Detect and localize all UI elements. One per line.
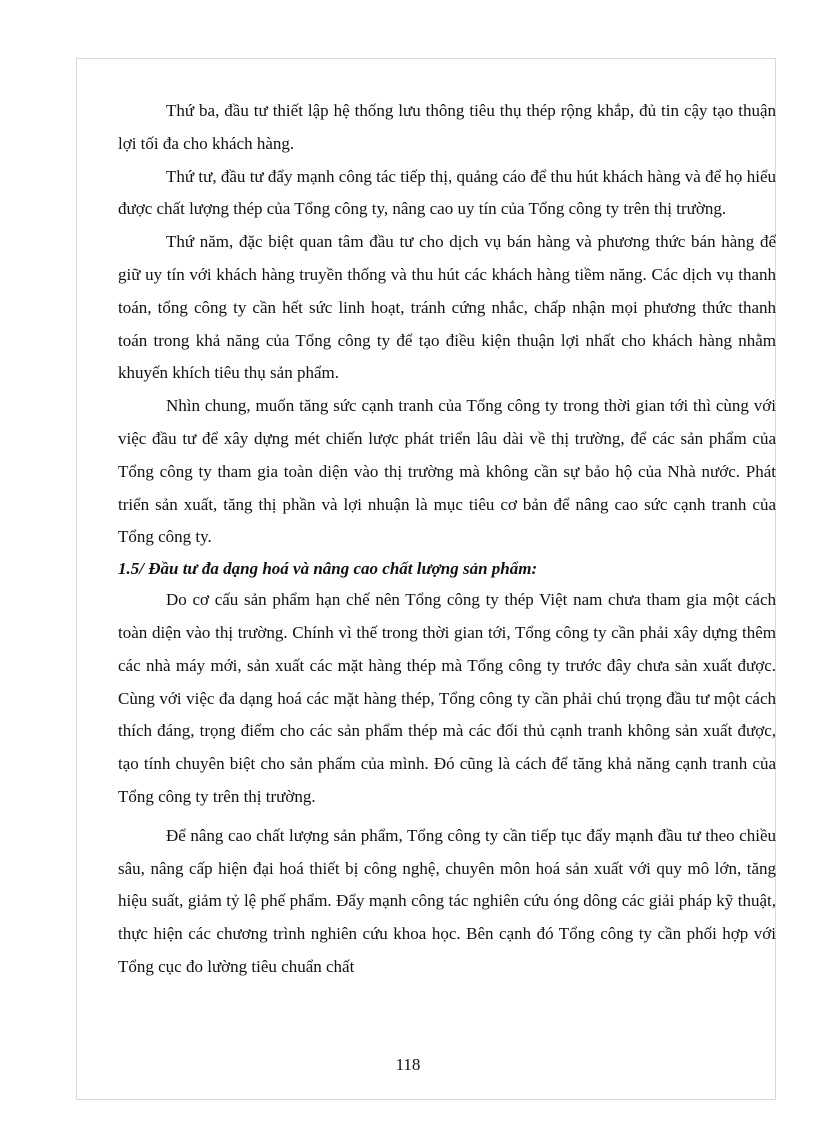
paragraph-thu-tu: Thứ tư, đầu tư đẩy mạnh công tác tiếp thị, quảng cáo để thu hút khách hàng và để họ hiểu được chất lượng thép của Tổng công ty, nâng cao uy tín của Tổng công ty trên thị trường. (118, 166, 776, 219)
paragraph-thu-ba: Thứ ba, đầu tư thiết lập hệ thống lưu thông tiêu thụ thép rộng khắp, đủ tin cậy tạo thuận lợi tối đa cho khách hàng. (118, 101, 776, 153)
page-number: 118 (395, 1055, 421, 1074)
paragraph-thu-nam: Thứ năm, đặc biệt quan tâm đầu tư cho dịch vụ bán hàng và phương thức bán hàng để giữ uy tín với khách hàng truyền thống và thu hút các khách hàng tiềm năng. Các dịch vụ thanh toán, tổng công ty cần hết sức linh hoạt, tránh cứng nhắc, chấp nhận mọi phương thức thanh toán trong khả năng của Tổng công ty để tạo điều kiện thuận lợi nhất cho khách hàng nhằm khuyến khích tiêu thụ sản phẩm. (118, 232, 776, 383)
paragraph-chat-luong-san-pham: Để nâng cao chất lượng sản phẩm, Tổng công ty cần tiếp tục đẩy mạnh đầu tư theo chiều sâu, nâng cấp hiện đại hoá thiết bị công nghệ, chuyên môn hoá sản xuất với quy mô lớn, tăng hiệu suất, giảm tỷ lệ phế phẩm. Đẩy mạnh công tác nghiên cứu óng dông các giải pháp kỹ thuật, thực hiện các chương trình nghiên cứu khoa học. Bên cạnh đó Tổng công ty cần phối hợp với Tổng cục đo lường tiêu chuẩn chất (118, 825, 776, 976)
paragraph-co-cau-san-pham: Do cơ cấu sản phẩm hạn chế nên Tổng công ty thép Việt nam chưa tham gia một cách toàn diện vào thị trường. Chính vì thế trong thời gian tới, Tổng công ty cần phải xây dựng thêm các nhà máy mới, sản xuất các mặt hàng thép mà Tổng công ty trước đây chưa sản xuất được. Cùng với việc đa dạng hoá các mặt hàng thép, Tổng công ty cần phải chú trọng đầu tư một cách thích đáng, trọng điểm cho các sản phẩm thép mà các đối thủ cạnh tranh không sản xuất được, tạo tính chuyên biệt cho sản phẩm của mình. Đó cũng là cách để tăng khả năng cạnh tranh của Tổng công ty trên thị trường. (118, 590, 776, 806)
paragraph-nhin-chung: Nhìn chung, muốn tăng sức cạnh tranh của Tổng công ty trong thời gian tới thì cùng với việc đầu tư để xây dựng mét chiến lược phát triển lâu dài về thị trường, để các sản phẩm của Tổng công ty tham gia toàn diện vào thị trường mà không cần sự bảo hộ của Nhà nước. Phát triển sản xuất, tăng thị phần và lợi nhuận là mục tiêu cơ bản để nâng cao sức cạnh tranh của Tổng công ty. (118, 396, 776, 547)
section-heading: 1.5/ Đầu tư đa dạng hoá và nâng cao chất lượng sản phẩm: (118, 559, 538, 579)
document-body (118, 95, 776, 984)
